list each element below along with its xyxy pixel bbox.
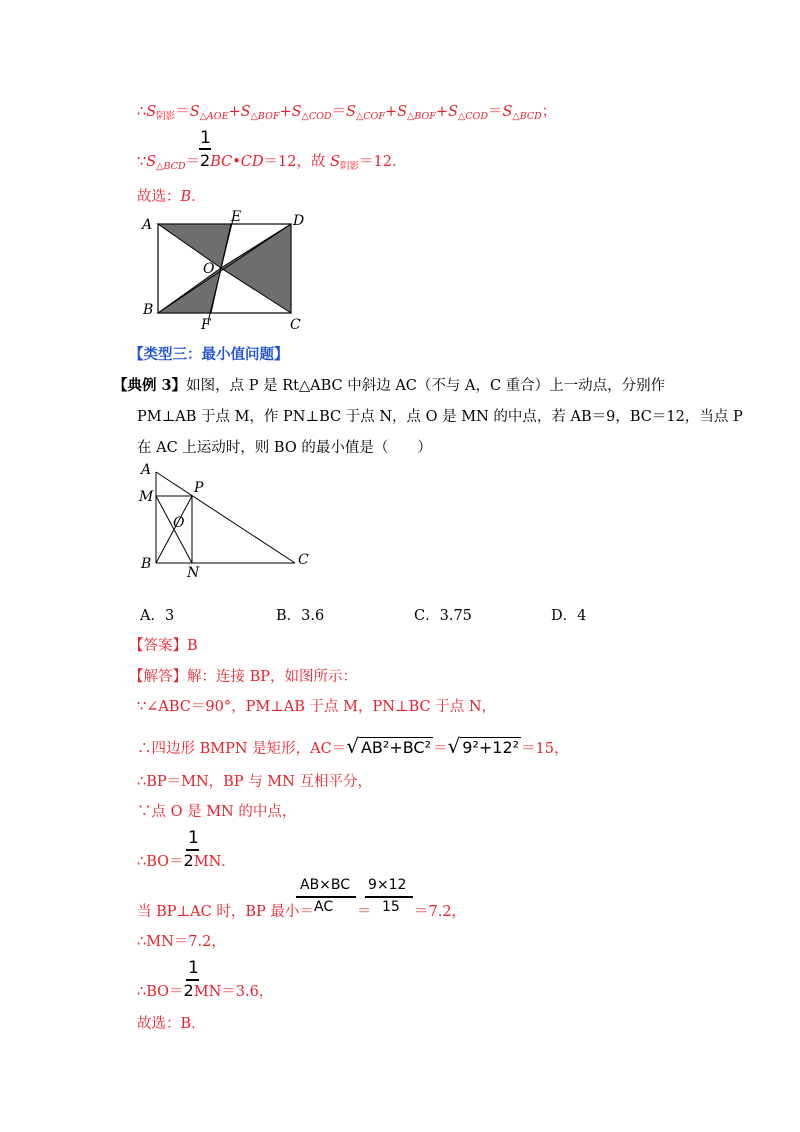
- label-c: C: [290, 317, 301, 333]
- label-e: E: [231, 209, 242, 225]
- fraction-denominator: 2: [200, 151, 211, 170]
- label-b: B: [141, 556, 152, 572]
- answer-letter: B: [180, 189, 192, 205]
- therefore-symbol: ∴: [137, 104, 147, 120]
- text: ．: [191, 189, 206, 205]
- label-o: O: [173, 515, 185, 531]
- solution-line-1: [137, 100, 556, 122]
- fraction-1-bar: [296, 896, 356, 898]
- figure-rectangle-shaded: [138, 205, 318, 335]
- area-symbol: S: [146, 154, 157, 170]
- step-7: ∴MN＝7.2，: [137, 934, 226, 950]
- text: MN＝3.6，: [193, 984, 274, 1000]
- choice-key: C．: [414, 608, 440, 624]
- example-text: 如图，点 P 是 Rt△ABC 中斜边 AC（不与 A，C 重合）上一动点，分别作: [186, 378, 666, 394]
- step-2-text: ∴四边形 BMPN 是矩形，AC＝: [137, 741, 347, 757]
- analysis-text: 解：连接 BP，如图所示：: [187, 669, 358, 685]
- sqrt-1: √ AB²+BC²: [346, 734, 432, 758]
- figure-right-triangle: [136, 460, 336, 582]
- choice-key: B．: [276, 608, 302, 624]
- step-2-end: ＝15，: [521, 741, 569, 757]
- section-title: 【类型三：最小值问题】: [129, 347, 289, 363]
- choice-key: A．: [140, 608, 165, 624]
- text: 故选：: [137, 189, 181, 205]
- fraction-numerator: 1: [188, 958, 199, 978]
- text: ∴BO＝: [137, 854, 184, 870]
- area-subscript: △BCD: [156, 161, 186, 172]
- shaded-triangle-aoe: [158, 224, 231, 268]
- answer-line: [129, 634, 198, 655]
- area-symbol: S: [397, 104, 408, 120]
- choice-c[interactable]: [414, 604, 472, 625]
- operator: +: [435, 104, 449, 120]
- step-9: 故选：B．: [137, 1016, 206, 1032]
- fraction-numerator: 1: [200, 128, 211, 148]
- fraction-1-denominator: AC: [314, 899, 334, 915]
- expression: BC•CD: [210, 154, 264, 170]
- area-symbol: S: [330, 154, 341, 170]
- fraction-2-bar: [365, 896, 413, 898]
- step-5-text: [137, 850, 236, 871]
- fraction-numerator: 1: [188, 828, 199, 848]
- area-subscript: △BOF: [407, 111, 436, 122]
- area-symbol: S: [189, 104, 200, 120]
- area-subscript: △BOF: [250, 111, 280, 122]
- operator: +: [228, 104, 241, 120]
- equals: ＝: [175, 104, 190, 120]
- fraction-1-numerator: AB×BC: [300, 877, 351, 893]
- area-symbol: S: [240, 104, 251, 120]
- step-2: [137, 734, 569, 758]
- area-symbol: S: [502, 104, 513, 120]
- area-symbol: S: [146, 104, 157, 120]
- text: ＝12，故: [263, 154, 326, 170]
- step-6-end: ＝7.2，: [414, 904, 467, 920]
- area-subscript: △COD: [457, 111, 488, 122]
- text: MN．: [193, 854, 236, 870]
- choice-value: 3: [164, 608, 175, 624]
- operator: +: [384, 104, 398, 120]
- sqrt-2: √ 9²+12²: [447, 734, 520, 758]
- fraction-2-numerator: 9×12: [368, 877, 407, 893]
- label-c: C: [298, 552, 309, 568]
- operator: ＝: [487, 104, 503, 120]
- label-p: P: [194, 480, 204, 496]
- answer-label: 【答案】: [129, 638, 187, 654]
- area-symbol: S: [448, 104, 458, 120]
- choice-value: 3.75: [439, 608, 472, 624]
- area-terms: [190, 104, 557, 120]
- example-line-1: [113, 374, 665, 395]
- text: ∴BO＝: [137, 984, 184, 1000]
- operator: +: [279, 104, 292, 120]
- operator: ＝: [331, 104, 347, 120]
- step-6-pre: 当 BP⊥AC 时，BP 最小＝: [137, 904, 314, 920]
- choice-b[interactable]: [276, 604, 324, 625]
- label-f: F: [201, 317, 211, 333]
- choice-a[interactable]: [140, 604, 174, 625]
- step-4: ∵点 O 是 MN 的中点，: [137, 804, 297, 820]
- solution-line-3: [137, 185, 206, 206]
- fraction-denominator: 2: [183, 851, 194, 870]
- area-symbol: S: [291, 104, 302, 120]
- label-a: A: [142, 217, 153, 233]
- area-subscript: 阴影: [340, 161, 360, 172]
- label-d: D: [293, 213, 305, 229]
- analysis-label: 【解答】: [129, 669, 187, 685]
- solution-line-2-text: [137, 150, 406, 172]
- choice-value: 4: [577, 608, 587, 624]
- area-subscript: △COF: [355, 111, 385, 122]
- label-b: B: [143, 302, 154, 318]
- label-m: M: [139, 489, 154, 505]
- step-3: ∴BP＝MN，BP 与 MN 互相平分，: [137, 774, 372, 790]
- area-subscript: 阴影: [156, 111, 176, 122]
- fraction-denominator: 2: [183, 981, 194, 1000]
- radicand-1: AB²+BC²: [360, 738, 432, 757]
- example-line-2: PM⊥AB 于点 M，作 PN⊥BC 于点 N，点 O 是 MN 的中点，若 AB＝9，BC＝12，当点 P: [137, 409, 743, 425]
- choice-d[interactable]: [551, 604, 586, 625]
- operator: ；: [541, 104, 557, 120]
- example-line-3: 在 AC 上运动时，则 BO 的最小值是（ ）: [137, 440, 432, 456]
- label-a: A: [141, 462, 152, 478]
- area-subscript: △COD: [301, 111, 332, 122]
- label-o: O: [203, 261, 215, 277]
- choice-key: D．: [551, 608, 578, 624]
- analysis-line: [129, 665, 357, 686]
- radicand-2: 9²+12²: [462, 738, 520, 757]
- area-subscript: △BCD: [512, 111, 542, 122]
- because-symbol: ∵: [137, 154, 147, 170]
- equals: ＝: [185, 154, 201, 170]
- label-n: N: [187, 565, 200, 581]
- step-1: ∵∠ABC＝90°，PM⊥AB 于点 M，PN⊥BC 于点 N，: [137, 699, 497, 715]
- answer-value: B: [187, 638, 198, 654]
- step-8-text: [137, 980, 273, 1001]
- step-6-eq: ＝: [357, 904, 372, 920]
- text: ＝12．: [359, 154, 407, 170]
- equals: ＝: [433, 741, 448, 757]
- fraction-2-denominator: 15: [382, 899, 400, 915]
- shaded-triangle-cod: [221, 224, 291, 313]
- area-subscript: △AOE: [199, 111, 229, 122]
- choice-value: 3.6: [301, 608, 325, 624]
- area-symbol: S: [346, 104, 356, 120]
- example-tag: 【典例 3】: [113, 377, 187, 394]
